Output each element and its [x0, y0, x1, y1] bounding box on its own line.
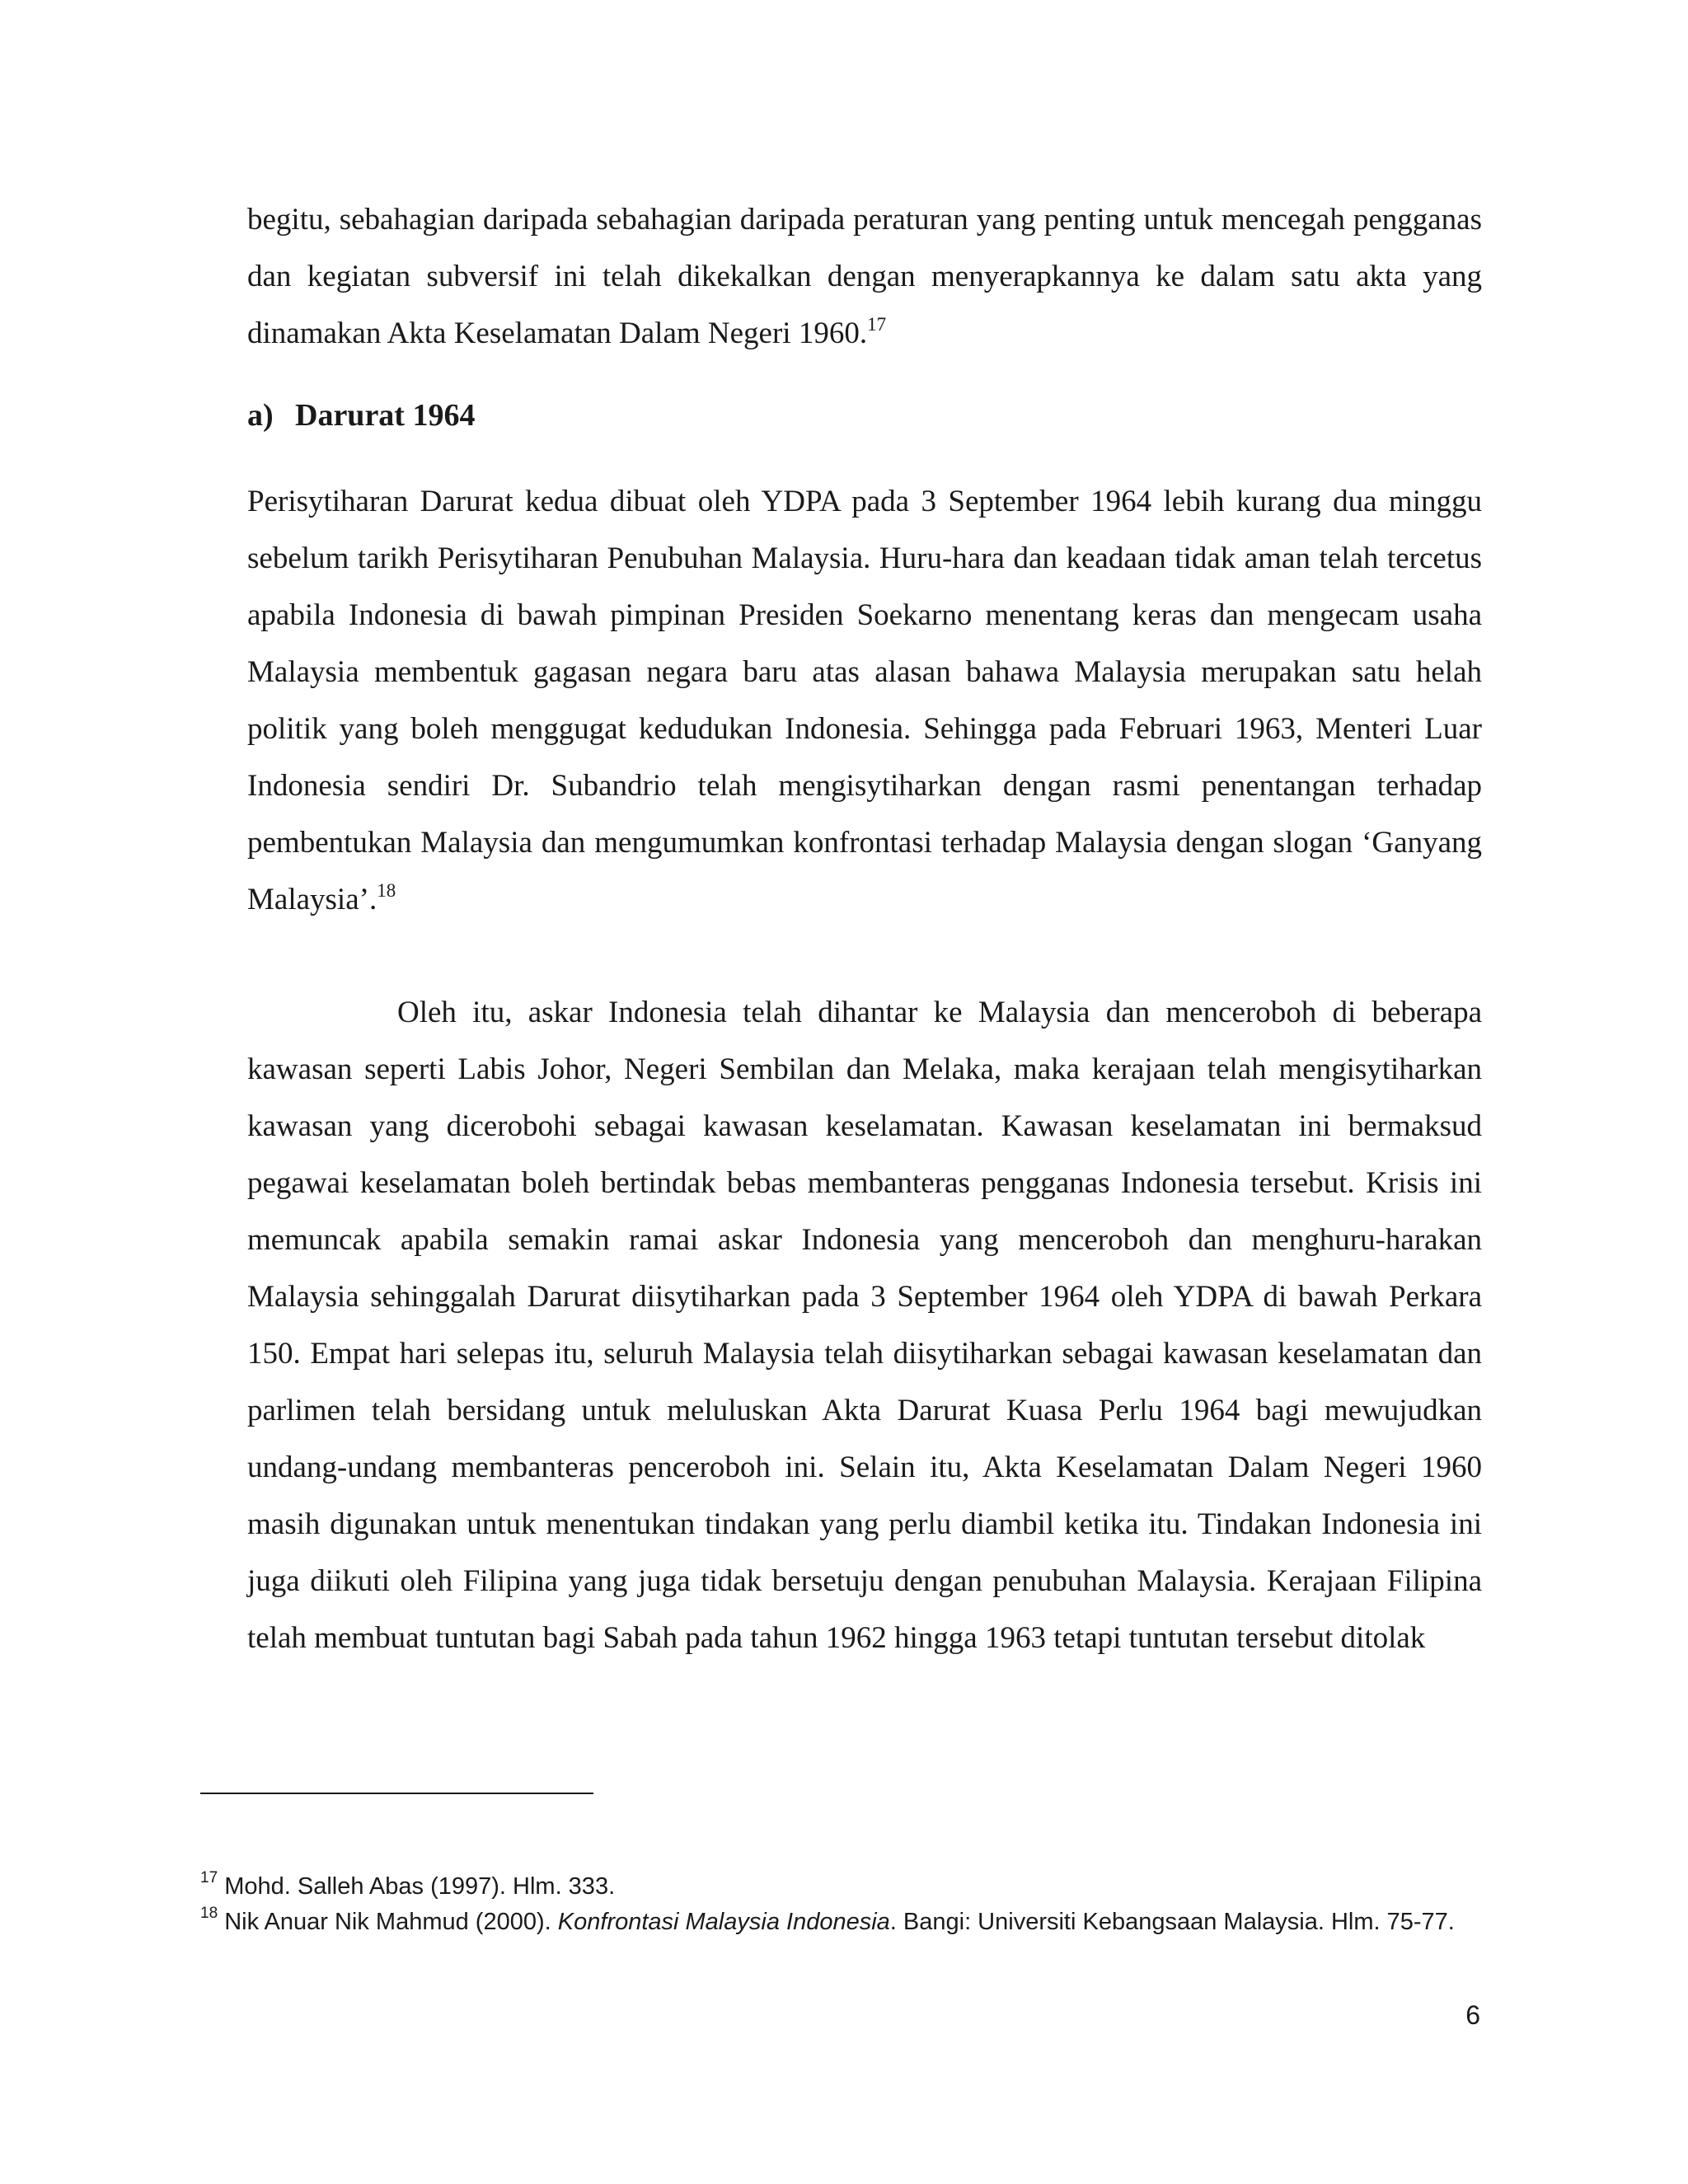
section-heading — [247, 387, 475, 444]
paragraph-text: Perisytiharan Darurat kedua dibuat oleh YDPA pada 3 September 1964 lebih kurang dua minggu sebelum tarikh Perisytiharan Penubuhan Malaysia. Huru-hara dan keadaan tidak aman telah tercetus apabila Indonesia di bawah pimpinan Presiden Soekarno menentang keras dan mengecam usaha Malaysia membentuk gagasan negara baru atas alasan bahawa Malaysia merupakan satu helah politik yang boleh menggugat kedudukan Indonesia. Sehingga pada Februari 1963, Menteri Luar Indonesia sendiri Dr. Subandrio telah mengisytiharkan dengan rasmi penentangan terhadap pembentukan Malaysia dan mengumumkan konfrontasi terhadap Malaysia dengan slogan ‘Ganyang Malaysia’. — [247, 485, 1482, 916]
body-paragraph-2 — [247, 473, 1482, 928]
footnote-book-title: Konfrontasi Malaysia Indonesia — [557, 1909, 890, 1935]
footnote-text-before: Nik Anuar Nik Mahmud (2000). — [218, 1909, 558, 1935]
footnote-number: 18 — [200, 1905, 218, 1923]
footnote-text-after: . Bangi: Universiti Kebangsaan Malaysia. Hlm. 75-77. — [889, 1909, 1455, 1935]
footnote-separator — [200, 1793, 593, 1794]
section-title: Darurat 1964 — [295, 398, 476, 433]
body-paragraph-3 — [247, 984, 1482, 1666]
footnote-18 — [200, 1905, 1486, 1940]
section-marker: a) — [247, 398, 274, 433]
footnote-reference-17[interactable]: 17 — [867, 313, 887, 335]
footnote-number: 17 — [200, 1869, 218, 1887]
paragraph-text: Oleh itu, askar Indonesia telah dihantar ke Malaysia dan menceroboh di beberapa kawasan seperti Labis Johor, Negeri Sembilan dan Melaka, maka kerajaan telah mengisytiharkan kawasan yang dicerobohi sebagai kawasan keselamatan. Kawasan keselamatan ini bermaksud pegawai keselamatan boleh bertindak bebas membanteras pengganas Indonesia tersebut. Krisis ini memuncak apabila semakin ramai askar Indonesia yang menceroboh dan menghuru-harakan Malaysia sehinggalah Darurat diisytiharkan pada 3 September 1964 oleh YDPA di bawah Perkara 150. Empat hari selepas itu, seluruh Malaysia telah diisytiharkan sebagai kawasan keselamatan dan parlimen telah bersidang untuk meluluskan Akta Darurat Kuasa Perlu 1964 bagi mewujudkan undang-undang membanteras penceroboh ini. Selain itu, Akta Keselamatan Dalam Negeri 1960 masih digunakan untuk menentukan tindakan yang perlu diambil ketika itu. Tindakan Indonesia ini juga diikuti oleh Filipina yang juga tidak bersetuju dengan penubuhan Malaysia. Kerajaan Filipina telah membuat tuntutan bagi Sabah pada tahun 1962 hingga 1963 tetapi tuntutan tersebut ditolak — [247, 996, 1482, 1655]
footnote-17 — [200, 1869, 1486, 1905]
body-paragraph-1 — [247, 191, 1482, 362]
paragraph-text: begitu, sebahagian daripada sebahagian daripada peraturan yang penting untuk mencegah pengganas dan kegiatan subversif ini telah dikekalkan dengan menyerapkannya ke dalam satu akta yang dinamakan Akta Keselamatan Dalam Negeri 1960. — [247, 203, 1482, 350]
footnote-text: Mohd. Salleh Abas (1997). Hlm. 333. — [218, 1873, 616, 1900]
footnote-reference-18[interactable]: 18 — [377, 879, 396, 901]
page-number: 6 — [1465, 2000, 1480, 2030]
